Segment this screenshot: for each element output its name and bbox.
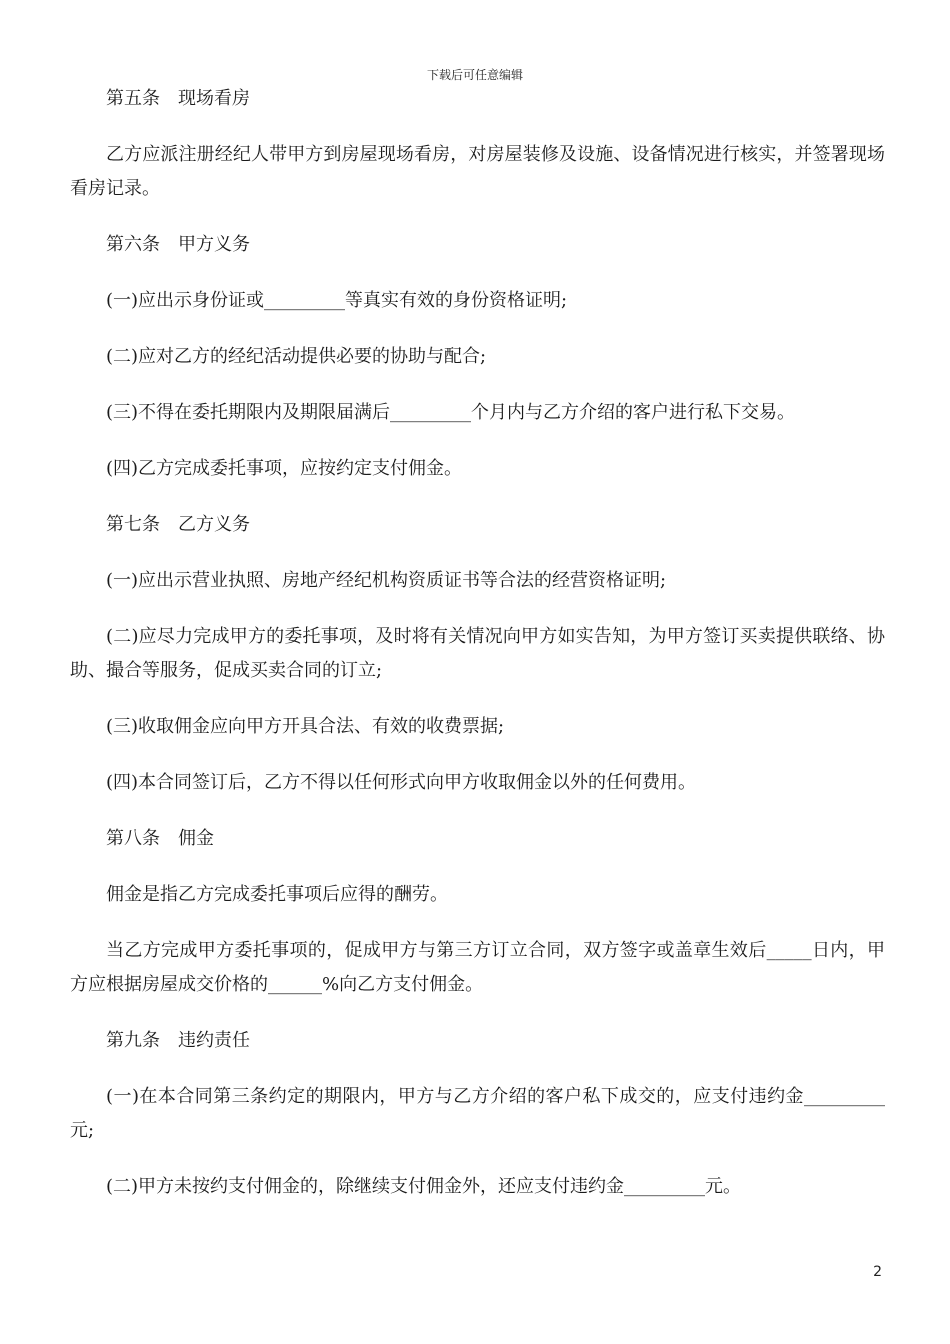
article-6-item-2: (二)应对乙方的经纪活动提供必要的协助与配合; xyxy=(106,346,487,367)
article-6-heading: 第六条 甲方义务 xyxy=(106,234,250,255)
page-header: 下载后可任意编辑 xyxy=(426,68,523,82)
article-8-payment: 当乙方完成甲方委托事项的，促成甲方与第三方订立合同，双方签字或盖章生效后_____日内，甲方应根据房屋成交价格的______%向乙方支付佣金。 xyxy=(70,940,885,995)
article-9-item-1: (一)在本合同第三条约定的期限内，甲方与乙方介绍的客户私下成交的，应支付违约金_________元; xyxy=(70,1086,885,1141)
article-8-definition: 佣金是指乙方完成委托事项后应得的酬劳。 xyxy=(106,884,448,905)
article-7-item-3: (三)收取佣金应向甲方开具合法、有效的收费票据; xyxy=(106,716,505,737)
article-8-heading: 第八条 佣金 xyxy=(106,828,214,849)
article-6-item-1: (一)应出示身份证或_________等真实有效的身份资格证明; xyxy=(106,290,568,311)
article-6-item-3: (三)不得在委托期限内及期限届满后_________个月内与乙方介绍的客户进行私下交易。 xyxy=(106,402,796,423)
article-9-item-2: (二)甲方未按约支付佣金的，除继续支付佣金外，还应支付违约金_________元。 xyxy=(106,1176,742,1197)
document-body xyxy=(70,82,885,1226)
article-5-body: 乙方应派注册经纪人带甲方到房屋现场看房，对房屋装修及设施、设备情况进行核实，并签署现场看房记录。 xyxy=(70,144,885,199)
article-7-item-4: (四)本合同签订后，乙方不得以任何形式向甲方收取佣金以外的任何费用。 xyxy=(106,772,697,793)
article-7-heading: 第七条 乙方义务 xyxy=(106,514,250,535)
page-number: 2 xyxy=(873,1264,882,1280)
article-9-heading: 第九条 违约责任 xyxy=(106,1030,250,1051)
article-7-item-2: (二)应尽力完成甲方的委托事项，及时将有关情况向甲方如实告知，为甲方签订买卖提供联络、协助、撮合等服务，促成买卖合同的订立; xyxy=(70,626,885,681)
article-7-item-1: (一)应出示营业执照、房地产经纪机构资质证书等合法的经营资格证明; xyxy=(106,570,667,591)
article-5-heading: 第五条 现场看房 xyxy=(106,88,250,109)
article-6-item-4: (四)乙方完成委托事项，应按约定支付佣金。 xyxy=(106,458,463,479)
